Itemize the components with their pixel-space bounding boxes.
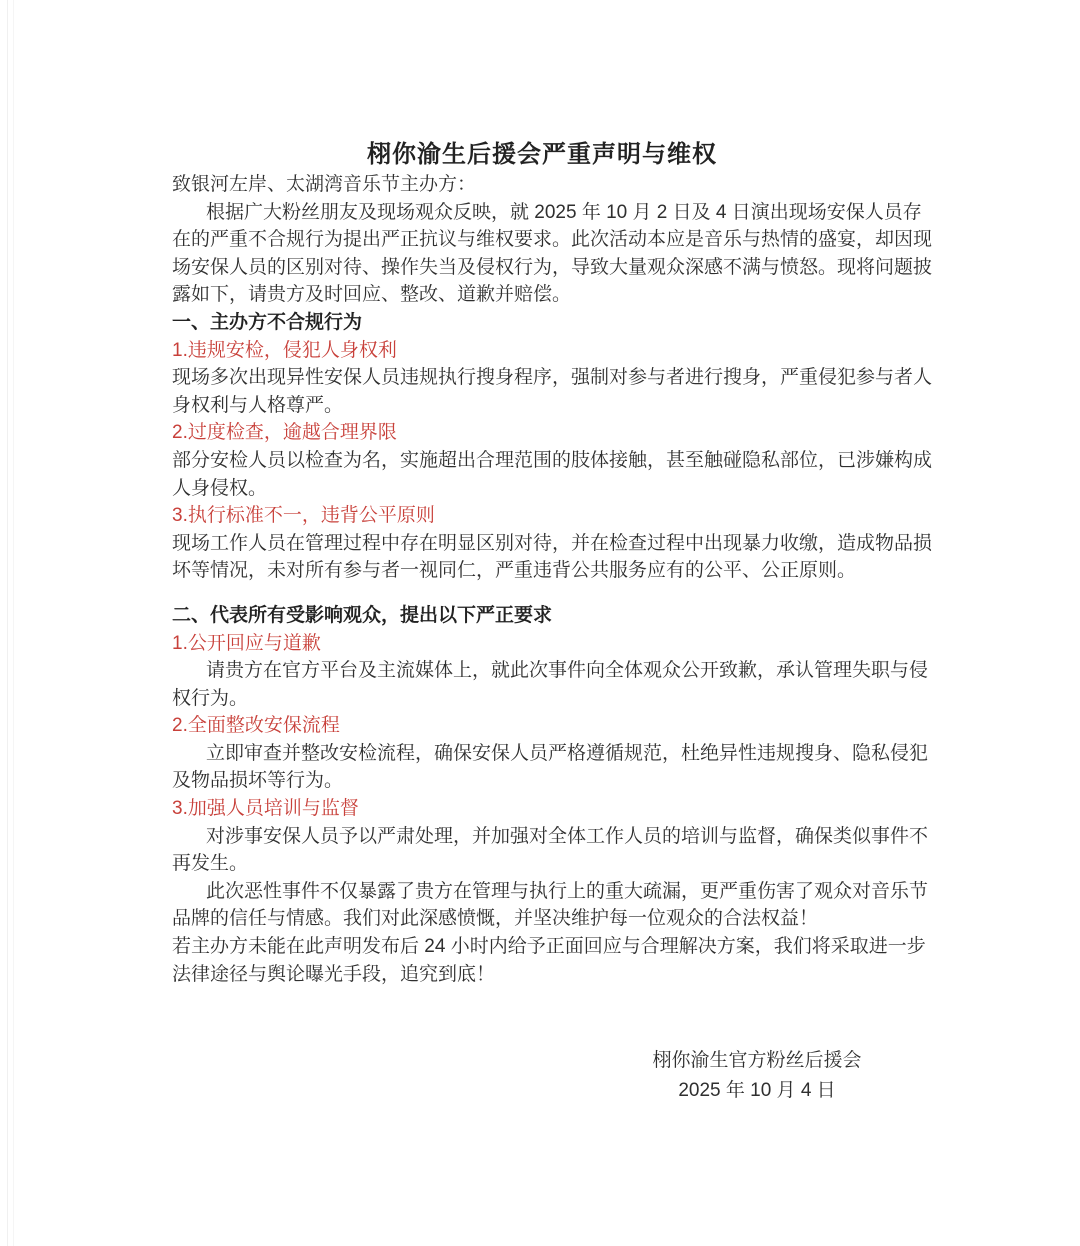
doc-line: 立即审查并整改安检流程，确保安保人员严格遵循规范，杜绝异性违规搜身、隐私侵犯 [206, 742, 929, 764]
paragraph-gap [172, 585, 912, 602]
red-subheading: 1.公开回应与道歉 [172, 632, 321, 654]
doc-line: 若主办方未能在此声明发布后 24 小时内给予正面回应与合理解决方案，我们将采取进一步 [172, 936, 926, 958]
page-edge-line [7, 0, 8, 1246]
doc-line: 此次恶性事件不仅暴露了贵方在管理与执行上的重大疏漏，更严重伤害了观众对音乐节 [206, 880, 929, 902]
document-content [172, 140, 933, 1106]
doc-line: 再发生。 [172, 853, 249, 875]
red-subheading: 2.过度检查，逾越合理界限 [172, 422, 397, 444]
document-title: 栩你渝生后援会严重声明与维权 [367, 141, 717, 168]
doc-line: 致银河左岸、太湖湾音乐节主办方： [172, 174, 477, 195]
signature-date: 2025 年 10 月 4 日 [678, 1080, 836, 1102]
doc-line: 及物品损坏等行为。 [172, 770, 344, 792]
doc-line: 请贵方在官方平台及主流媒体上，就此次事件向全体观众公开致歉，承认管理失职与侵 [206, 660, 929, 682]
doc-line: 品牌的信任与情感。我们对此深感愤慨，并坚决维护每一位观众的合法权益！ [172, 908, 819, 930]
section-heading: 一、主办方不合规行为 [172, 311, 363, 333]
doc-line: 现场多次出现异性安保人员违规执行搜身程序，强制对参与者进行搜身，严重侵犯参与者人 [172, 367, 933, 389]
doc-line: 对涉事安保人员予以严肃处理，并加强对全体工作人员的培训与监督，确保类似事件不 [206, 825, 929, 847]
doc-line: 人身侵权。 [172, 477, 268, 499]
doc-line: 权行为。 [172, 687, 249, 709]
section-heading: 二、代表所有受影响观众，提出以下严正要求 [172, 604, 553, 626]
red-subheading: 3.加强人员培训与监督 [172, 798, 359, 820]
red-subheading: 1.违规安检，侵犯人身权利 [172, 339, 397, 361]
signature-name: 栩你渝生官方粉丝后援会 [652, 1050, 862, 1072]
doc-line: 场安保人员的区别对待、操作失当及侵权行为，导致大量观众深感不满与愤怒。现将问题披 [172, 256, 933, 278]
red-subheading: 3.执行标准不一，违背公平原则 [172, 505, 435, 527]
signature-block [172, 1046, 912, 1106]
doc-line: 身权利与人格尊严。 [172, 394, 344, 416]
doc-line: 露如下，请贵方及时回应、整改、道歉并赔偿。 [172, 284, 572, 306]
doc-line: 现场工作人员在管理过程中存在明显区别对待，并在检查过程中出现暴力收缴，造成物品损 [172, 532, 933, 554]
page-edge-line [13, 0, 14, 1246]
doc-line: 部分安检人员以检查为名，实施超出合理范围的肢体接触，甚至触碰隐私部位，已涉嫌构成 [172, 449, 933, 471]
doc-line: 在的严重不合规行为提出严正抗议与维权要求。此次活动本应是音乐与热情的盛宴，却因现 [172, 229, 933, 251]
doc-line: 法律途径与舆论曝光手段，追究到底！ [172, 963, 496, 985]
doc-line: 根据广大粉丝朋友及现场观众反映，就 2025 年 10 月 2 日及 4 日演出现场安保人员存 [206, 201, 922, 223]
red-subheading: 2.全面整改安保流程 [172, 715, 340, 737]
document-body [172, 171, 933, 988]
doc-line: 坏等情况，未对所有参与者一视同仁，严重违背公共服务应有的公平、公正原则。 [172, 560, 857, 582]
